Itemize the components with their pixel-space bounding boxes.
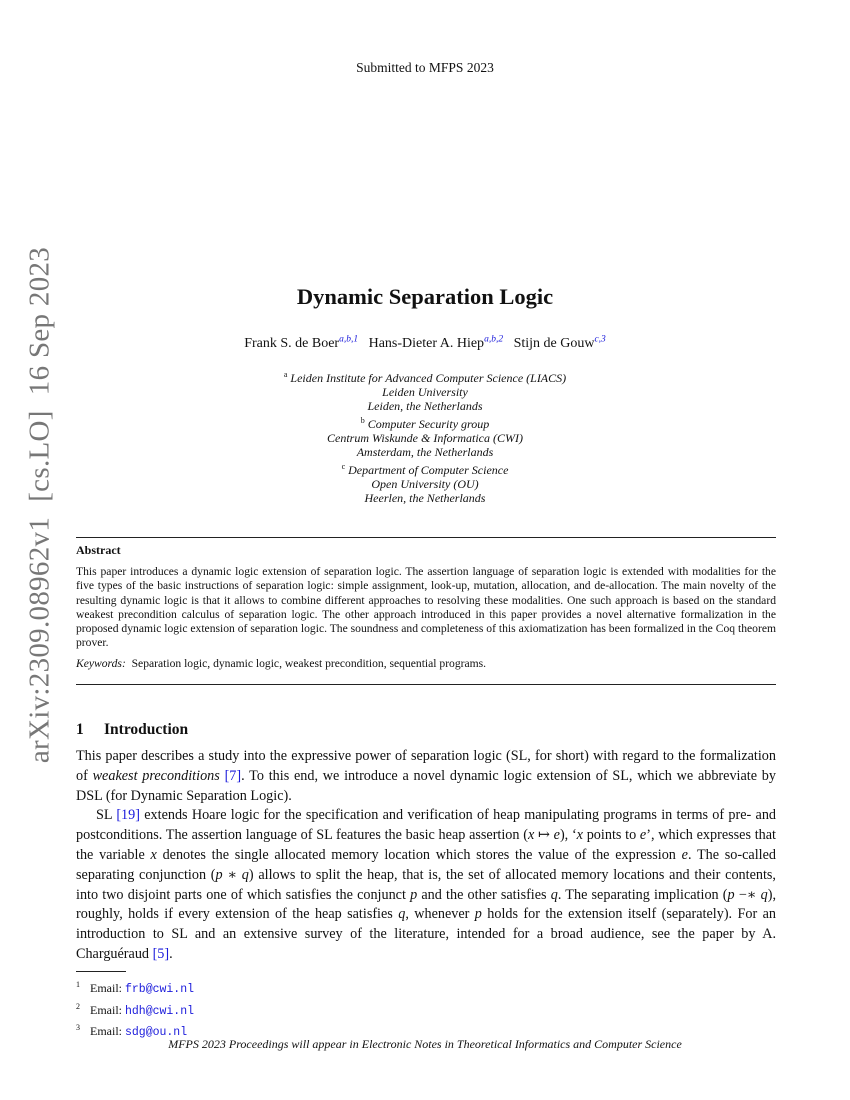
emphasis-text: p [215,866,223,883]
affiliation-a: $^a$ Leiden Institute for Advanced Computer Science (LIACS) Leiden University Leiden, the Netherlands [283,370,567,413]
text-run: ↦ [534,827,554,844]
emphasis-text: p [410,886,418,903]
footnote: $^3$ Email: sdg@ou.nl [76,1023,188,1039]
section-heading: 1 Introduction [76,721,189,738]
footnote-rule [76,971,126,972]
affiliation-link[interactable]: a,b,2 [484,334,504,344]
text-run: ), roughly, holds if every extension of the heap satisfies [76,886,776,923]
citation-link[interactable]: [7] [224,767,242,784]
abstract-body: This paper introduces a dynamic logic extension of separation logic. The assertion language of separation logic is extended with modalities for the five types of the basic instructions of separation logic: simple assignment, look-up, mutation, allocation, and de-allocation. The main novelty of the resulting dynamic logic is that it allows to combine different approaches to resolving these modalities. One such approach is based on the standard weakest precondition calculus of separation logic. The other approach introduced in this paper provides a novel alternative formalization in the proposed dynamic logic extension of separation logic. The soundness and completeness of this axiomatization has been formalized in the Coq theorem prover. [76,565,776,650]
emphasis-text: p [474,906,482,923]
emphasis-text: x [150,846,157,863]
footnote: $^1$ Email: frb@cwi.nl [76,980,195,996]
footnote: $^2$ Email: hdh@cwi.nl [76,1001,195,1018]
abstract-top-rule [76,537,776,538]
abstract-heading: Abstract [76,543,121,557]
emphasis-text: x [576,827,583,844]
text-run: , whenever [405,906,475,923]
emphasis-text: q [241,866,249,883]
paragraph [76,806,776,964]
text-run: ’, which expresses that the variable [76,827,776,863]
paper-title: Dynamic Separation Logic [296,284,554,309]
text-run: extends Hoare logic for the specification and verification of heap manipulating programs in terms of pre- and postconditions. The assertion language of SL features the basic heap assertion ( [76,807,777,844]
emphasis-text: weakest preconditions [92,767,220,784]
text-run: ), ‘ [559,827,577,844]
author-list [0,334,850,352]
emphasis-text: e [639,827,647,844]
text-run: and the other satisfies [417,886,551,903]
page-footer: MFPS 2023 Proceedings will appear in Electronic Notes in Theoretical Informatics and Computer Science [168,1037,682,1051]
footnotes [76,977,194,1042]
emphasis-text: q [398,906,406,923]
emphasis-text: e [681,846,688,863]
emphasis-text: q [760,886,768,903]
text-run: ∗ [222,866,242,883]
paragraph [76,747,776,806]
author: Stijn de Gouw$^{c,3}$ [513,334,606,351]
text-run: . [169,945,173,962]
email-link[interactable]: sdg@ou.nl [125,1026,188,1039]
text-run: holds for the extension itself (separately). For an introduction to SL and an extensive survey of the literature, intended for a broad audience, see the paper by A. Charguéraud [76,906,776,962]
emphasis-text: e [553,827,560,844]
email-link[interactable]: hdh@cwi.nl [125,1004,195,1018]
keywords: Keywords: Separation logic, dynamic logic, weakest precondition, sequential programs. [76,657,487,670]
email-link[interactable]: frb@cwi.nl [125,983,195,996]
affiliation-c: $^c$ Department of Computer Science Open University (OU) Heerlen, the Netherlands [341,462,509,505]
author: Frank S. de Boer$^{a,b,1}$ [244,334,359,351]
text-run: ) allows to split the heap, that is, the set of allocated memory locations and their contents, into two disjoint parts one of which satisfies the conjunct [76,866,776,903]
text-run: . The separating implication ( [557,886,728,903]
text-run: SL [96,807,117,824]
emphasis-text: x [527,827,535,844]
text-run: −∗ [734,886,761,903]
text-run: This paper describes a study into the expressive power of separation logic (SL, for short) with regard to the formalization of [76,748,776,784]
text-run: denotes the single allocated memory location which stores the value of the expression [156,846,682,863]
text-run: . The so-called separating conjunction ( [76,846,776,883]
affiliation-link[interactable]: a,b,1 [339,334,359,344]
introduction-body [76,747,776,965]
emphasis-text: p [727,886,735,903]
running-header: Submitted to MFPS 2023 [356,60,494,75]
citation-link[interactable]: [19] [116,807,140,824]
citation-link[interactable]: [5] [152,945,170,962]
arxiv-stamp: arXiv:2309.08962v1 [cs.LO] 16 Sep 2023 [23,246,56,764]
text-run: . To this end, we introduce a novel dynamic logic extension of SL, which we abbreviate by DSL (for Dynamic Separation Logic). [76,767,776,804]
affiliation-b: $^b$ Computer Security group Centrum Wiskunde & Informatica (CWI) Amsterdam, the Netherlands [327,416,523,459]
affiliation-link[interactable]: c,3 [594,334,606,344]
emphasis-text: q [550,886,558,903]
abstract-bottom-rule [76,684,776,685]
text-run: points to [582,827,640,844]
author: Hans-Dieter A. Hiep$^{a,b,2}$ [368,334,504,351]
